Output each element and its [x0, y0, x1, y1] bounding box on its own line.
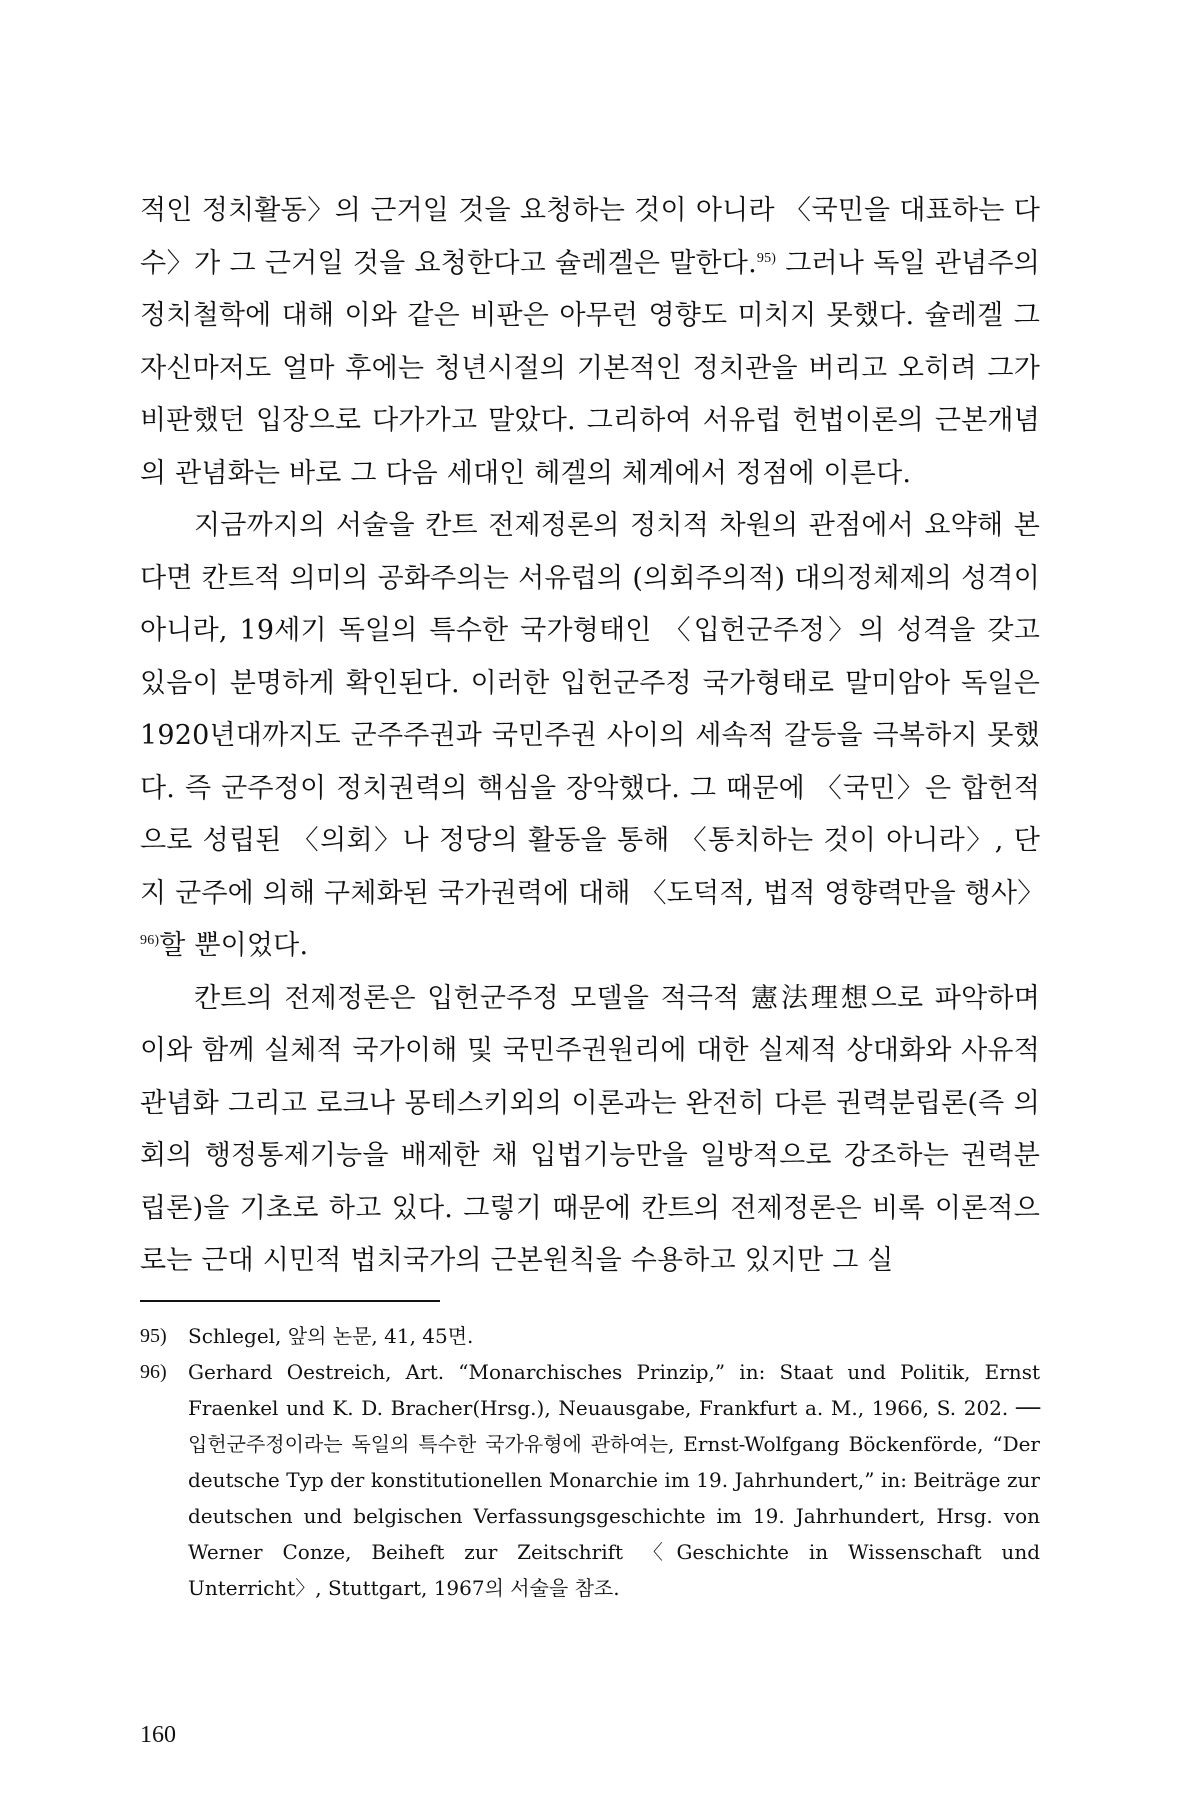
paragraph-1-text: 적인 정치활동〉의 근거일 것을 요청하는 것이 아니라 〈국민을 대표하는 다수〉가 그 근거일 것을 요청한다고 슐레겔은 말한다. [140, 195, 1040, 279]
page-number: 160 [140, 1722, 176, 1748]
paragraph-2-text-cont: 할 뿐이었다. [159, 930, 309, 961]
paragraph-1-text-cont: 그러나 독일 관념주의 정치철학에 대해 이와 같은 비판은 아무런 영향도 미치지 못했다. 슐레겔 그 자신마저도 얼마 후에는 청년시절의 기본적인 정치관을 버리고 오히려 그가 비판했던 입장으로 다가가고 말았다. 그리하여 서유럽 헌법이론의 근본개념의 관념화는 바로 그 다음 세대인 헤겔의 체계에서 정점에 이른다. [140, 247, 1040, 489]
paragraph-2-text: 지금까지의 서술을 칸트 전제정론의 정치적 차원의 관점에서 요약해 본다면 칸트적 의미의 공화주의는 서유럽의 (의회주의적) 대의정체제의 성격이 아니라, 19세기 독일의 특수한 국가형태인 〈입헌군주정〉의 성격을 갖고 있음이 분명하게 확인된다. 이러한 입헌군주정 국가형태로 말미암아 독일은 1920년대까지도 군주주권과 국민주권 사이의 세속적 갈등을 극복하지 못했다. 즉 군주정이 정치권력의 핵심을 장악했다. 그 때문에 〈국민〉은 합헌적으로 성립된 〈의회〉나 정당의 활동을 통해 〈통치하는 것이 아니라〉, 단지 군주에 의해 구체화된 국가권력에 대해 〈도덕적, 법적 영향력만을 행사〉 [140, 510, 1045, 909]
footnote-95 [140, 1318, 1040, 1354]
footnote-divider [140, 1300, 440, 1302]
paragraph-1 [140, 185, 1040, 500]
footnote-ref-95: 95) [756, 250, 777, 266]
footnote-number: 96) [140, 1361, 167, 1383]
footnote-number: 95) [140, 1325, 167, 1347]
paragraph-3 [140, 973, 1040, 1288]
footnote-text: Gerhard Oestreich, Art. “Monarchisches Prinzip,” in: Staat und Politik, Ernst Fraenkel und K. D. Bracher(Hrsg.), Neuausgabe, Frankfurt a. M., 1966, S. 202. ── 입헌군주정이라는 독일의 특수한 국가유형에 관하여는, Ernst-Wolfgang Böckenförde, “Der deutsche Typ der konstitutionellen Monarchie im 19. Jahrhundert,” in: Beiträge zur deutschen und belgischen Verfassungsgeschichte im 19. Jahrhundert, Hrsg. von Werner Conze, Beiheft zur Zeitschrift 〈Geschichte in Wissenschaft und Unterricht〉, Stuttgart, 1967의 서술을 참조. [188, 1360, 1040, 1600]
footnote-ref-96: 96) [140, 933, 160, 948]
footnotes [140, 1318, 1040, 1606]
footnote-text: Schlegel, 앞의 논문, 41, 45면. [188, 1324, 474, 1348]
paragraph-2 [140, 500, 1045, 973]
footnote-96 [140, 1354, 1040, 1606]
body-text [140, 185, 1045, 1288]
paragraph-3-text: 칸트의 전제정론은 입헌군주정 모델을 적극적 憲法理想으로 파악하며 이와 함께 실체적 국가이해 및 국민주권원리에 대한 실제적 상대화와 사유적 관념화 그리고 로크나 몽테스키외의 이론과는 완전히 다른 권력분립론(즉 의회의 행정통제기능을 배제한 채 입법기능만을 일방적으로 강조하는 권력분립론)을 기초로 하고 있다. 그렇기 때문에 칸트의 전제정론은 비록 이론적으로는 근대 시민적 법치국가의 근본원칙을 수용하고 있지만 그 실 [140, 982, 1040, 1276]
